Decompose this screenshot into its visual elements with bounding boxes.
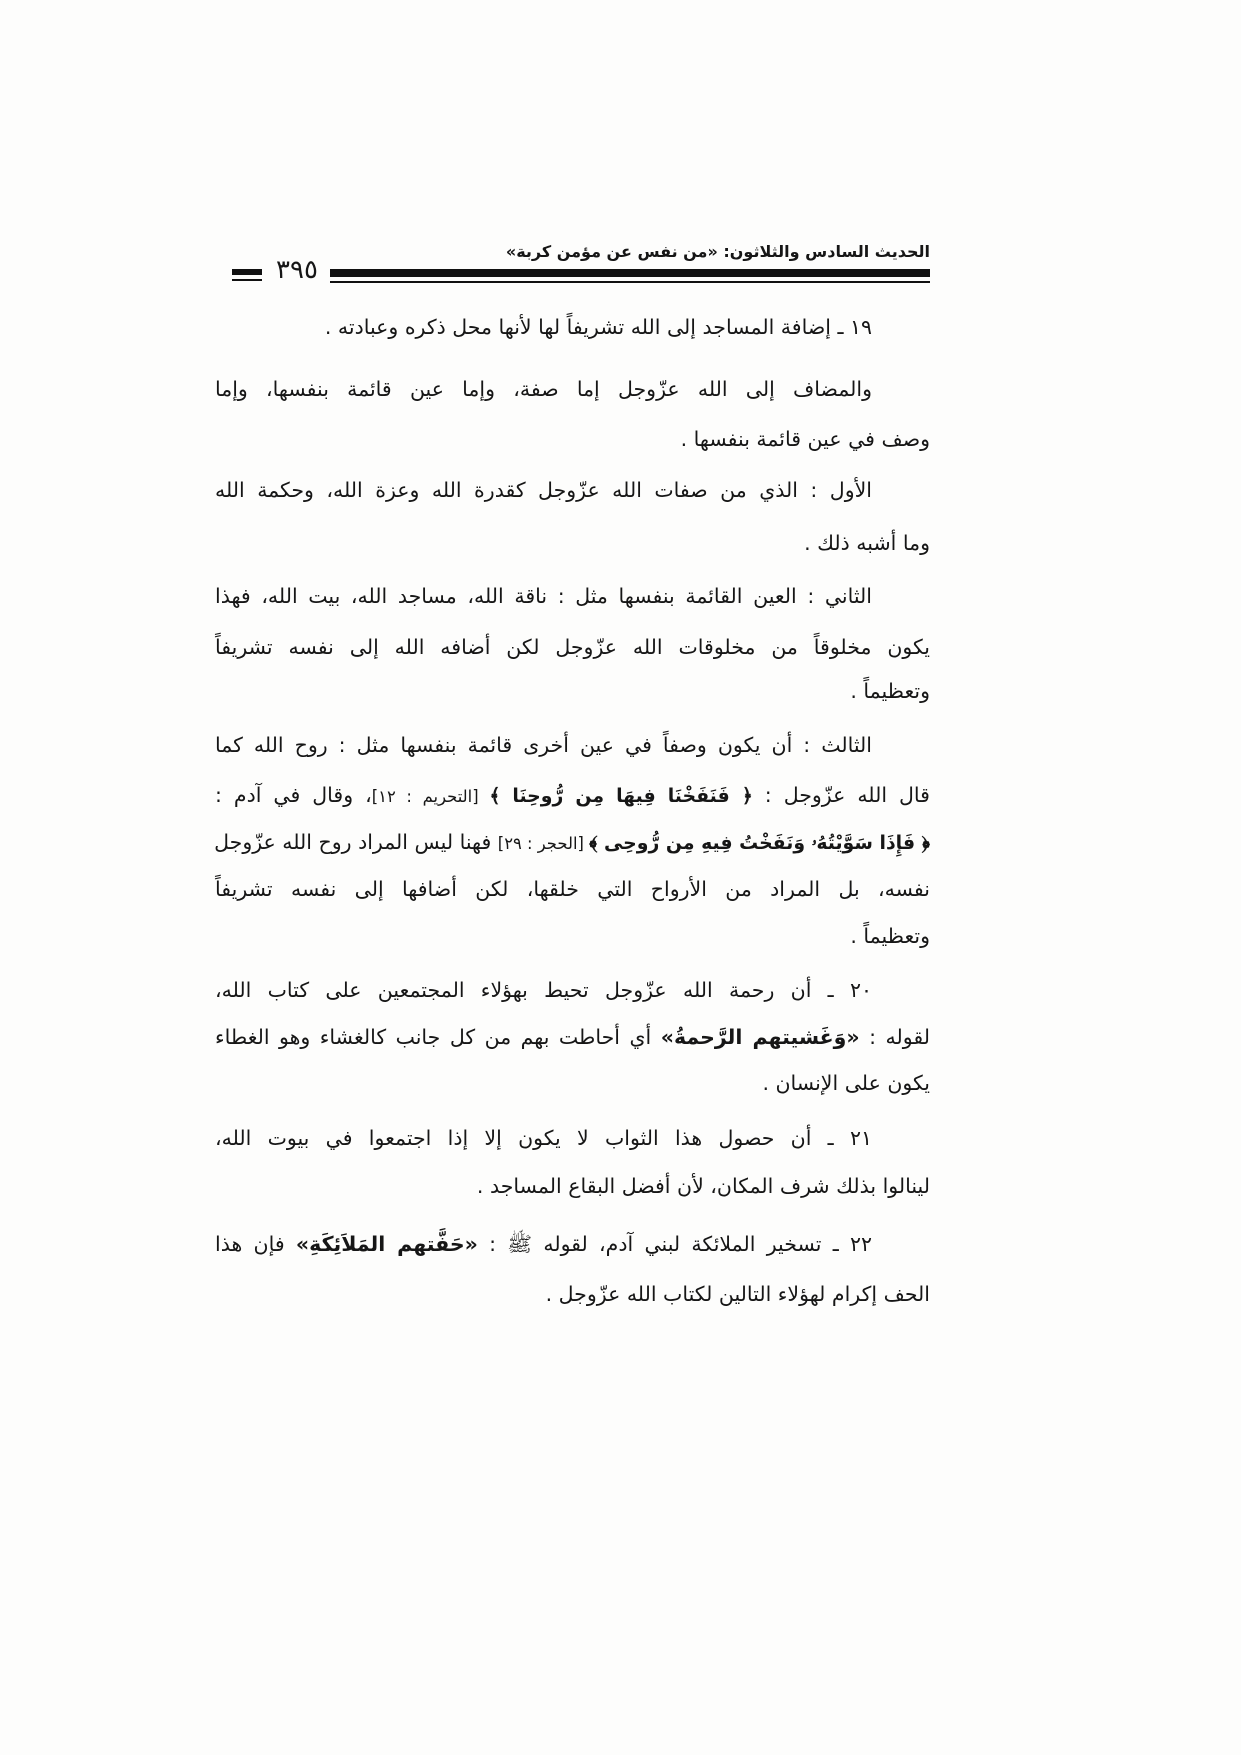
text-line — [215, 820, 930, 864]
line-text-part: فإن هذا — [215, 1232, 296, 1256]
line-text-part: لقوله : — [859, 1025, 930, 1049]
header-rule-thin — [330, 281, 930, 283]
text-line — [215, 773, 930, 817]
text-line — [215, 1222, 930, 1266]
text-line — [215, 1015, 930, 1059]
text-line: ٢١ ـ أن حصول هذا الثواب لا يكون إلا إذا اجتمعوا في بيوت الله، — [215, 1126, 872, 1150]
line-text-part: ، وقال في آدم : — [215, 783, 372, 807]
text-line: يكون مخلوقاً من مخلوقات الله عزّوجل لكن أضافه الله إلى نفسه تشريفاً — [215, 635, 930, 659]
text-line: وصف في عين قائمة بنفسها . — [680, 427, 930, 451]
text-line: والمضاف إلى الله عزّوجل إما صفة، وإما عين قائمة بنفسها، وإما — [215, 377, 872, 401]
text-line: الثالث : أن يكون وصفاً في عين أخرى قائمة بنفسها مثل : روح الله كما — [215, 733, 872, 757]
page-number-dash — [232, 269, 262, 275]
text-line: لينالوا بذلك شرف المكان، لأن أفضل البقاع المساجد . — [476, 1174, 930, 1198]
hadith-quote: «وَغَشيتهم الرَّحمةُ» — [660, 1025, 860, 1049]
text-line: نفسه، بل المراد من الأرواح التي خلقها، لكن أضافها إلى نفسه تشريفاً — [215, 877, 930, 901]
line-text-part: أي أحاطت بهم من كل جانب كالغشاء وهو الغطاء — [215, 1025, 661, 1049]
line-text-part: ٢٢ ـ تسخير الملائكة لبني آدم، لقوله ﷺ : — [477, 1232, 873, 1256]
header-rule — [330, 269, 930, 277]
verse-citation: [التحريم : ١٢] — [371, 787, 490, 806]
quran-verse: ﴿ فَإِذَا سَوَّيْتُهُۥ وَنَفَخْتُ فِيهِ مِن رُّوحِى ﴾ — [589, 832, 930, 854]
hadith-quote: «حَفَّتهم المَلاَئِكَةِ» — [295, 1232, 478, 1256]
page-number-dash-thin — [232, 279, 262, 281]
text-line: يكون على الإنسان . — [762, 1071, 930, 1095]
text-line: ٢٠ ـ أن رحمة الله عزّوجل تحيط بهؤلاء المجتمعين على كتاب الله، — [215, 978, 872, 1002]
text-line: الحف إكرام لهؤلاء التالين لكتاب الله عزّوجل . — [545, 1282, 930, 1306]
text-line: وتعظيماً . — [850, 924, 930, 948]
text-line: ١٩ ـ إضافة المساجد إلى الله تشريفاً لها لأنها محل ذكره وعبادته . — [324, 315, 872, 339]
line-text-part: فهنا ليس المراد روح الله عزّوجل — [214, 830, 498, 854]
verse-citation: [الحجر : ٢٩] — [497, 834, 590, 853]
quran-verse: ﴿ فَنَفَخْنَا فِيهَا مِن رُّوحِنَا ﴾ — [489, 785, 753, 807]
text-line: وتعظيماً . — [850, 679, 930, 703]
header-title: الحديث السادس والثلاثون: «من نفس عن مؤمن كربة» — [505, 242, 930, 261]
page-number: ٣٩٥ — [276, 255, 318, 285]
text-line: الثاني : العين القائمة بنفسها مثل : ناقة الله، مساجد الله، بيت الله، فهذا — [215, 584, 872, 608]
text-line: الأول : الذي من صفات الله عزّوجل كقدرة الله وعزة الله، وحكمة الله — [215, 478, 872, 502]
line-text-part: قال الله عزّوجل : — [752, 783, 930, 807]
text-line: وما أشبه ذلك . — [804, 531, 930, 555]
